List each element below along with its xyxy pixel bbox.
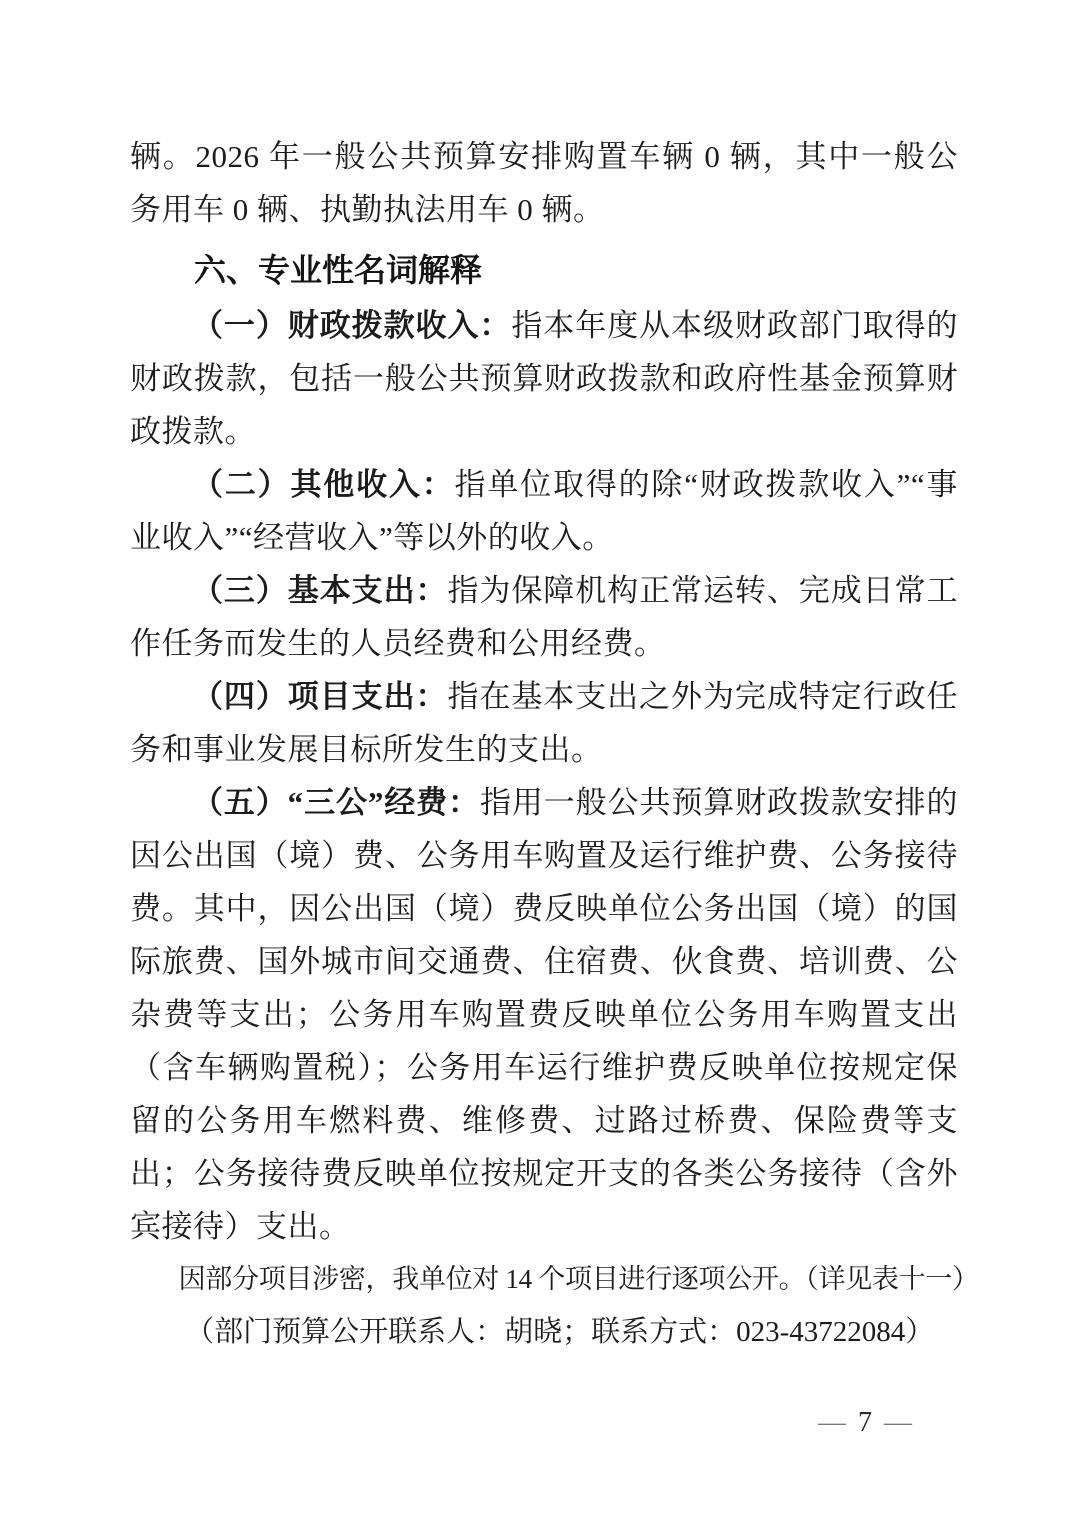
section-heading: 六、专业性名词解释 <box>194 252 483 288</box>
page-number-dash-left: — <box>818 1407 846 1438</box>
intro-paragraph: 辆。2026 年一般公共预算安排购置车辆 0 辆，其中一般公务用车 0 辆、执勤执法用车 0 辆。 <box>130 139 958 227</box>
definition-body-2: 指单位取得的除“财政拨款收入”“事业收入”“经营收入”等以外的收入。 <box>130 467 958 555</box>
definition-term-2: （二）其他收入： <box>192 467 455 502</box>
definition-paragraph-4 <box>130 670 958 776</box>
page-number <box>735 1405 995 1441</box>
contact-note: （部门预算公开联系人：胡晓；联系方式：023-43722084） <box>185 1316 935 1348</box>
page-number-dash-right: — <box>884 1407 912 1438</box>
definition-body-5: 指用一般公共预算财政拨款安排的因公出国（境）费、公务用车购置及运行维护费、公务接待费。其中，因公出国（境）费反映单位公务出国（境）的国际旅费、国外城市间交通费、住宿费、伙食费、培训费、公杂费等支出；公务用车购置费反映单位公务用车购置支出（含车辆购置税）；公务用车运行维护费反映单位按规定保留的公务用车燃料费、维修费、过路过桥费、保险费等支出；公务接待费反映单位按规定开支的各类公务接待（含外宾接待）支出。 <box>130 785 959 1244</box>
definition-paragraph-2 <box>130 458 958 564</box>
definition-body-1: 指本年度从本级财政部门取得的财政拨款，包括一般公共预算财政拨款和政府性基金预算财政拨款。 <box>130 308 959 449</box>
definition-term-1: （一）财政拨款收入： <box>192 308 512 343</box>
document-body <box>130 130 979 1359</box>
definition-body-3: 指为保障机构正常运转、完成日常工作任务而发生的人员经费和公用经费。 <box>130 573 959 661</box>
definition-term-5: （五）“三公”经费： <box>192 785 480 820</box>
definition-paragraph-5 <box>130 776 958 1253</box>
definition-term-4: （四）项目支出： <box>192 679 448 714</box>
definition-paragraph-3 <box>130 564 958 670</box>
definition-body-4: 指在基本支出之外为完成特定行政任务和事业发展目标所发生的支出。 <box>130 679 959 767</box>
page-number-value: 7 <box>858 1407 872 1438</box>
closing-note: 因部分项目涉密，我单位对 14 个项目进行逐项公开。（详见表十一） <box>178 1264 979 1294</box>
definition-term-3: （三）基本支出： <box>192 573 448 608</box>
definition-paragraph-1 <box>130 299 958 458</box>
